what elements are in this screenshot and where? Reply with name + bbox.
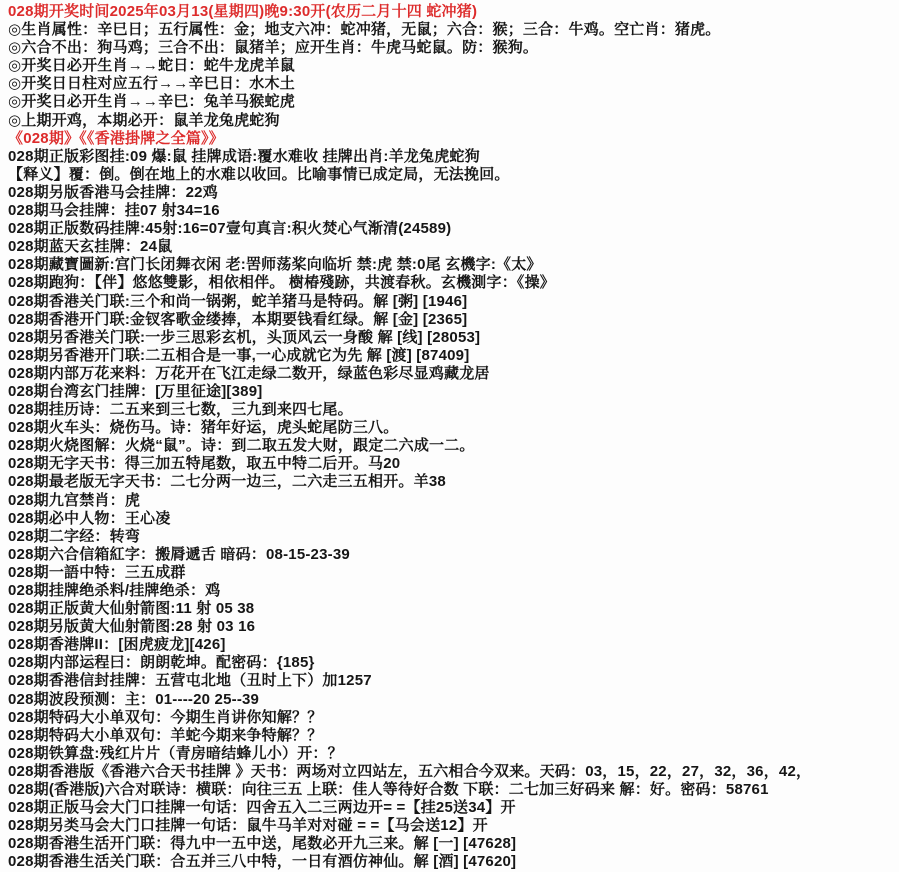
text-line: 028期内部万花来料：万花开在飞江走绿二数开，绿蓝色彩尽显鸡藏龙居 [8,364,490,382]
text-line: 《028期》《《香港掛牌之全篇》》 [8,129,224,147]
text-line: 028期香港关门联:三个和尚一锅粥，蛇羊猪马是特码。解 [粥] [1946] [8,292,468,310]
text-line: 028期香港信封挂牌：五营屯北地（丑时上下）加1257 [8,672,372,690]
text-line: 028期特码大小单双句：羊蛇今期来争特解？？ [8,726,323,744]
text-line: 028期挂历诗：二五来到三七数，三九到来四七尾。 [8,401,353,419]
text-line: 028期香港生活关门联：合五并三八中特，一日有酒仿神仙。解 [酒] [47620] [8,853,517,871]
text-line: 028期香港版《香港六合天书挂牌 》天书：两场对立四站左，五六相合今双来。天码：03，15，22，27，32，36，42， [8,762,812,780]
text-line: ◎上期开鸡，本期必开：鼠羊龙兔虎蛇狗 [8,111,280,129]
text-line: 028期内部运程曰：朗朗乾坤。配密码：{185} [8,654,315,672]
text-line: 028期波段预测：主：01----20 25--39 [8,690,260,708]
text-line: ◎开奖日日柱对应五行→→辛巳日：水木土 [8,75,295,93]
text-line: 028期另香港开门联:二五相合是一事,一心成就它为先 解 [渡] [87409] [8,346,470,364]
text-line: 028期另香港关门联:一步三思彩玄机，头顶风云一身酸 解 [线] [28053] [8,328,481,346]
text-line: 028期一語中特：三五成群 [8,563,186,581]
text-line: 028期马会挂牌：挂07 射34=16 [8,202,220,220]
text-line: 028期台湾玄门挂牌：[万里征途][389] [8,382,263,400]
text-line: 028期藏寶圖新:宫门长闭舞衣闲 老:罟师荡桨向临圻 禁:虎 禁:0尾 玄機字:《太》 [8,256,542,274]
text-line: 028期铁算盘:残红片片（青房暗结蜂儿小）开：？ [8,744,343,762]
text-line: 028期香港开门联:金钗客歌金缕捧，本期要钱看红绿。解 [金] [2365] [8,310,468,328]
text-line: 028期香港牌II：[困虎疲龙][426] [8,636,226,654]
text-line: ◎生肖属性：辛巳日；五行属性：金；地支六冲：蛇冲猪，无鼠；六合：猴；三合：牛鸡。空亡肖：猪虎。 [8,21,721,39]
text-line: 028期正版马会大门口挂牌一句话：四舍五入二三两边开= =【挂25送34】开 [8,799,516,817]
text-line: 028期正版彩图挂:09 爆:鼠 挂牌成语:覆水难收 挂牌出肖:羊龙兔虎蛇狗 [8,147,480,165]
text-line: 028期蓝天玄挂牌：24鼠 [8,238,173,256]
text-line: 028期无字天书：得三加五特尾数，取五中特二后开。马20 [8,455,401,473]
text-line: 028期正版数码挂牌:45射:16=07壹句真言:积火焚心气渐清(24589) [8,220,452,238]
text-line: 【释义】覆：倒。倒在地上的水难以收回。比喻事情已成定局，无法挽回。 [8,165,510,183]
text-line: 028期火烧图解：火烧“鼠”。诗：到二取五发大财，跟定二六成一二。 [8,437,475,455]
text-line: ◎六合不出：狗马鸡；三合不出：鼠猪羊；应开生肖：牛虎马蛇鼠。防：猴狗。 [8,39,539,57]
text-line: 028期特码大小单双句：今期生肖讲你知解？？ [8,708,323,726]
text-line: 028期最老版无字天书：二七分两一边三，二六走三五相开。羊38 [8,473,446,491]
text-line: 028期六合信箱紅字：搬脣遞舌 暗码：08-15-23-39 [8,545,350,563]
text-line: 028期火车头：烧伤马。诗：猪年好运，虎头蛇尾防三八。 [8,419,399,437]
text-line: 028期香港生活开门联：得九中一五中送，尾数必开九三来。解 [一] [47628] [8,835,517,853]
text-line: ◎开奖日必开生肖→→辛巳：兔羊马猴蛇虎 [8,93,295,111]
text-line: 028期(香港版)六合对联诗：横联：向往三五 上联：佳人等待好合数 下联：二七加三好码来 解：好。密码：58761 [8,781,769,799]
text-line: 028期必中人物：王心凌 [8,509,171,527]
text-line: 028期另类马会大门口挂牌一句话：鼠牛马羊对对碰 = =【马会送12】开 [8,817,488,835]
text-line: 028期挂牌绝杀料/挂牌绝杀：鸡 [8,582,221,599]
text-line: 028期二字经：转弯 [8,527,141,545]
text-line: 028期九宫禁肖：虎 [8,491,141,509]
text-line: ◎开奖日必开生肖→→蛇日：蛇牛龙虎羊鼠 [8,57,295,75]
text-line: 028期另版香港马会挂牌：22鸡 [8,183,218,201]
text-line: 028期开奖时间2025年03月13(星期四)晚9:30开(农历二月十四 蛇冲猪) [8,3,478,20]
text-line: 028期另版黄大仙射箭图:28 射 03 16 [8,618,256,636]
text-line: 028期跑狗：【伴】悠悠雙影，相依相伴。 樹椿殘跡，共渡春秋。玄機測字：《操》 [8,274,555,292]
text-line: 028期正版黄大仙射箭图:11 射 05 38 [8,600,255,618]
